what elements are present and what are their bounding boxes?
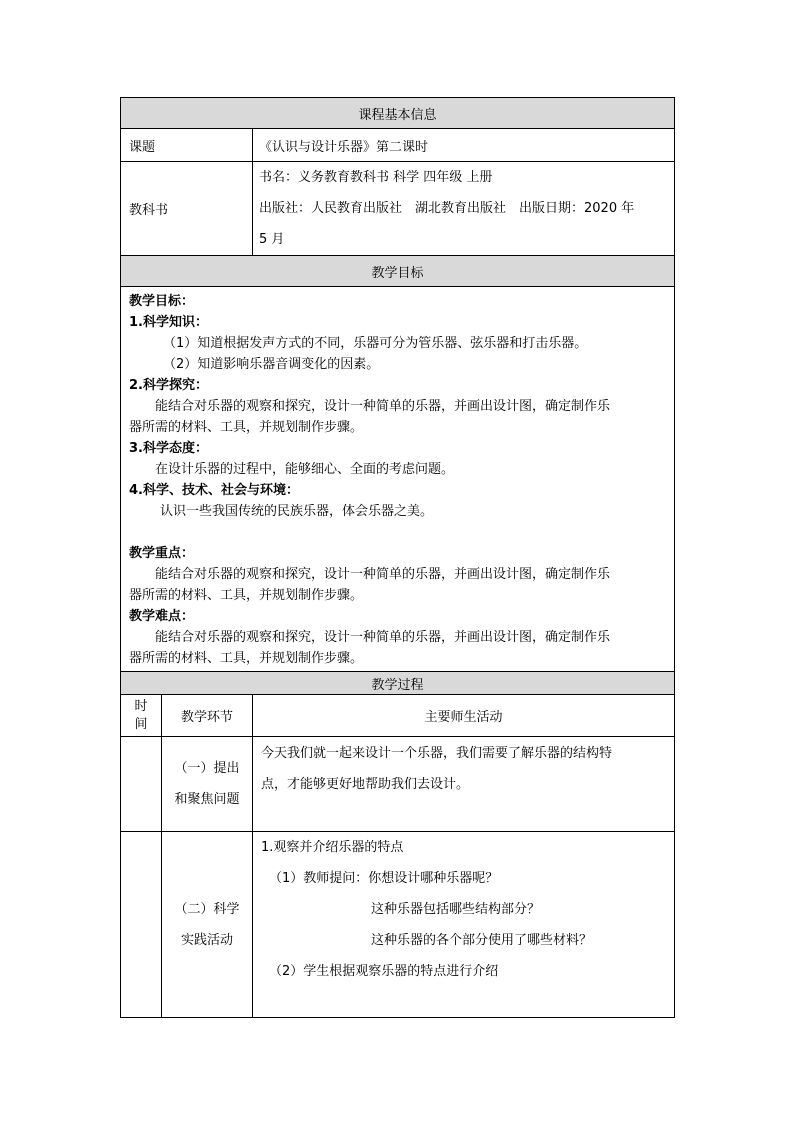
textbook-label: 教科书 bbox=[121, 162, 253, 256]
col-activity: 主要师生活动 bbox=[253, 695, 675, 737]
row2-line-1: 1.观察并介绍乐器的特点 bbox=[261, 840, 404, 855]
col-stage: 教学环节 bbox=[162, 695, 253, 737]
blank-line bbox=[129, 522, 666, 543]
row1-stage-1: （一）提出 bbox=[174, 761, 240, 776]
row2-stage-1: （二）科学 bbox=[174, 901, 240, 917]
textbook-info bbox=[253, 162, 675, 256]
section-society-title: 4.科学、技术、社会与环境： bbox=[129, 483, 299, 498]
difficulties-line-2: 器所需的材料、工具，并规划制作步骤。 bbox=[129, 651, 364, 666]
textbook-title: 书名：义务教育教科书 科学 四年级 上册 bbox=[259, 170, 493, 185]
row2-time bbox=[121, 832, 162, 1018]
process-header: 教学过程 bbox=[121, 672, 675, 695]
difficulties-title: 教学难点： bbox=[129, 609, 195, 624]
difficulties-line-1: 能结合对乐器的观察和探究，设计一种简单的乐器，并画出设计图，确定制作乐 bbox=[155, 630, 611, 645]
lesson-plan-table bbox=[120, 97, 675, 1018]
row2-line-4: 这种乐器的各个部分使用了哪些材料？ bbox=[371, 933, 593, 948]
row1-stage bbox=[162, 737, 253, 832]
objectives-body bbox=[121, 287, 675, 672]
knowledge-item-2: （2）知道影响乐器音调变化的因素。 bbox=[163, 357, 380, 372]
row1-activity bbox=[253, 737, 675, 832]
row2-line-3: 这种乐器包括哪些结构部分？ bbox=[371, 902, 541, 917]
inquiry-line-2: 器所需的材料、工具，并规划制作步骤。 bbox=[129, 420, 364, 435]
row2-line-2: （1）教师提问：你想设计哪种乐器呢？ bbox=[269, 871, 499, 886]
row2-activity bbox=[253, 832, 675, 1018]
textbook-publisher: 出版社：人民教育出版社 湖北教育出版社 出版日期：2020 年 bbox=[259, 201, 635, 216]
row1-time bbox=[121, 737, 162, 832]
society-line-1: 认识一些我国传统的民族乐器，体会乐器之美。 bbox=[160, 504, 434, 519]
key-points-line-1: 能结合对乐器的观察和探究，设计一种简单的乐器，并画出设计图，确定制作乐 bbox=[155, 567, 611, 582]
objectives-title: 教学目标： bbox=[129, 294, 195, 309]
section-attitude-title: 3.科学态度： bbox=[129, 441, 208, 456]
col-time-1: 时 bbox=[134, 698, 148, 714]
basic-info-header: 课程基本信息 bbox=[121, 98, 675, 129]
topic-label: 课题 bbox=[121, 129, 253, 162]
row1-stage-2: 和聚焦问题 bbox=[174, 792, 240, 807]
col-time-2: 间 bbox=[134, 716, 148, 732]
knowledge-item-1: （1）知道根据发声方式的不同，乐器可分为管乐器、弦乐器和打击乐器。 bbox=[163, 336, 588, 351]
topic-value: 《认识与设计乐器》第二课时 bbox=[253, 129, 675, 162]
row1-line-1: 今天我们就一起来设计一个乐器，我们需要了解乐器的结构特 bbox=[261, 746, 613, 761]
key-points-line-2: 器所需的材料、工具，并规划制作步骤。 bbox=[129, 588, 364, 603]
row2-line-5: （2）学生根据观察乐器的特点进行介绍 bbox=[269, 964, 499, 979]
section-inquiry-title: 2.科学探究： bbox=[129, 378, 208, 393]
lesson-plan bbox=[120, 97, 674, 1018]
col-time bbox=[121, 695, 162, 737]
row2-stage-2: 实践活动 bbox=[180, 932, 233, 948]
attitude-line-1: 在设计乐器的过程中，能够细心、全面的考虑问题。 bbox=[155, 462, 455, 477]
row1-line-2: 点，才能够更好地帮助我们去设计。 bbox=[261, 777, 470, 792]
key-points-title: 教学重点： bbox=[129, 546, 195, 561]
objectives-header: 教学目标 bbox=[121, 256, 675, 287]
section-knowledge-title: 1.科学知识： bbox=[129, 315, 208, 330]
textbook-date: 5 月 bbox=[259, 232, 285, 247]
inquiry-line-1: 能结合对乐器的观察和探究，设计一种简单的乐器，并画出设计图，确定制作乐 bbox=[155, 399, 611, 414]
row2-stage bbox=[162, 832, 253, 1018]
